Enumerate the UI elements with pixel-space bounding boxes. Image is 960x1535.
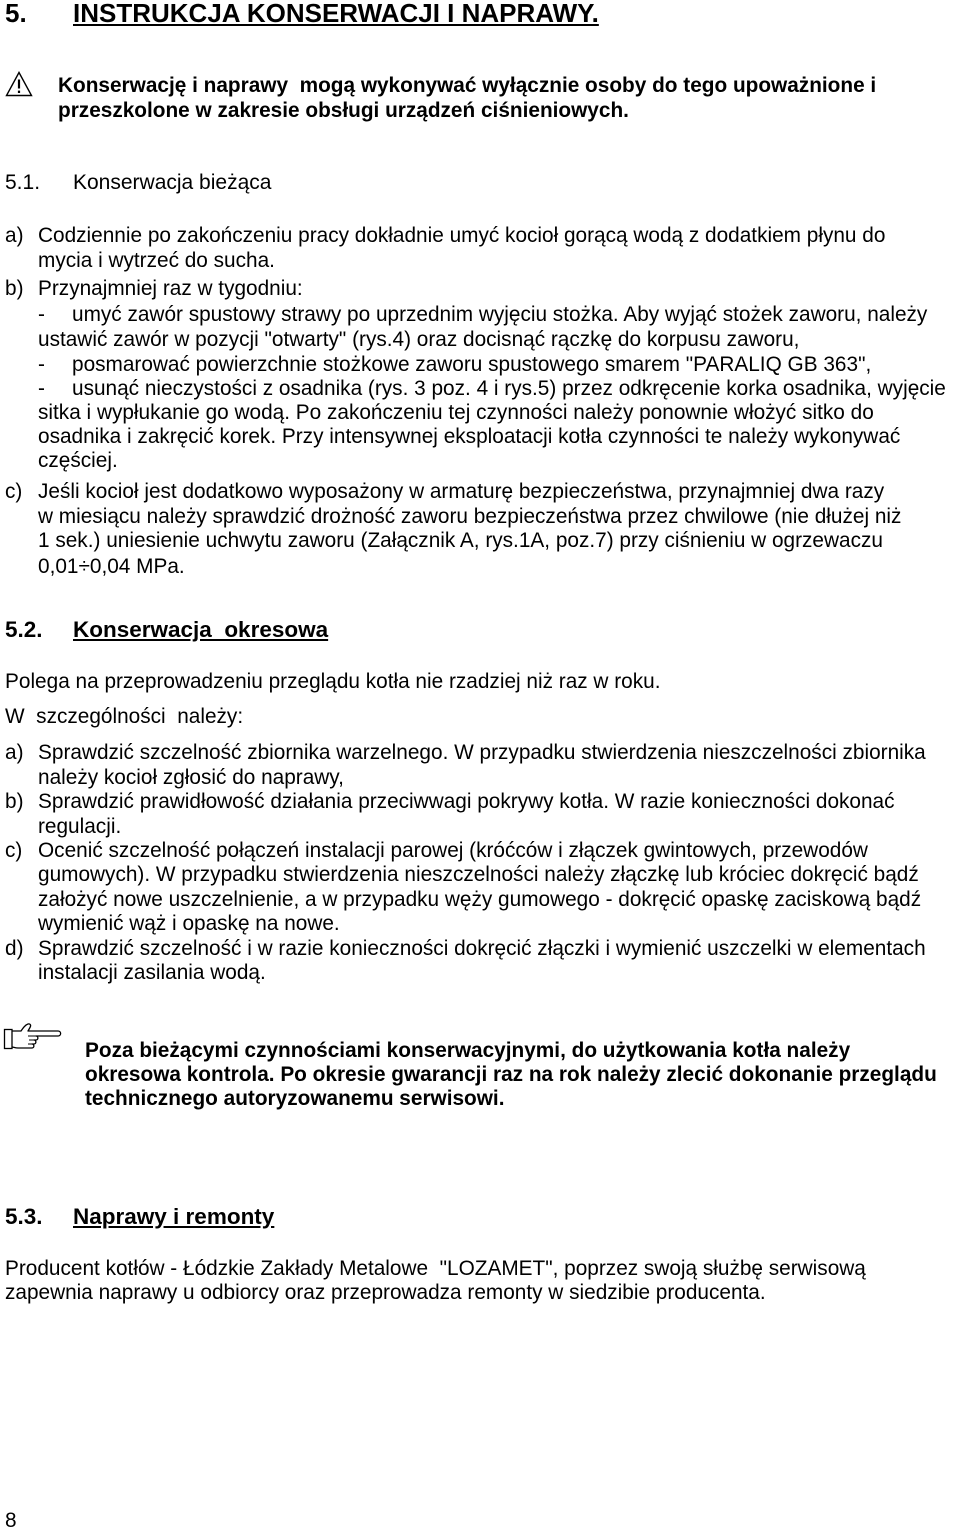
paragraph-text-line: zapewnia naprawy u odbiorcy oraz przeprowadza remonty w siedzibie producenta. <box>5 1281 766 1304</box>
list-marker: c) <box>5 839 23 862</box>
sublist-item-text-line: częściej. <box>38 449 118 472</box>
warning-text-line: Konserwację i naprawy mogą wykonywać wyłącznie osoby do tego upoważnione i <box>58 74 877 97</box>
list-item-text-line: mycia i wytrzeć do sucha. <box>38 249 275 272</box>
page-number: 8 <box>5 1509 17 1532</box>
list-marker: a) <box>5 741 24 764</box>
notice-text-line: Poza bieżącymi czynnościami konserwacyjnymi, do użytkowania kotła należy <box>85 1039 851 1062</box>
list-item-text-line: należy kocioł zgłosić do naprawy, <box>38 766 344 789</box>
notice-text-line: technicznego autoryzowanemu serwisowi. <box>85 1087 505 1110</box>
list-item-text-line: regulacji. <box>38 815 122 838</box>
sublist-dash-marker: - <box>38 303 45 326</box>
subsection-title: Konserwacja bieżąca <box>73 171 272 194</box>
paragraph-text: Polega na przeprowadzeniu przeglądu kotła nie rzadziej niż raz w roku. <box>5 670 661 693</box>
list-item-text-line: Sprawdzić szczelność zbiornika warzelnego. W przypadku stwierdzenia nieszczelności zbiornika <box>38 741 926 764</box>
subsection-title: Naprawy i remonty <box>73 1204 275 1229</box>
list-item-text-line: Sprawdzić prawidłowość działania przeciwwagi pokrywy kotła. W razie konieczności dokonać <box>38 790 895 813</box>
list-item-text-line: 1 sek.) uniesienie uchwytu zaworu (Załącznik A, rys.1A, poz.7) przy ciśnieniu w ogrzewaczu <box>38 529 883 552</box>
section-number: 5. <box>5 0 27 28</box>
subsection-title: Konserwacja okresowa <box>73 617 329 642</box>
list-item-text-line: wymienić wąż i opaskę na nowe. <box>38 912 340 935</box>
list-item-text-line: gumowych). W przypadku stwierdzenia nieszczelności należy złączkę lub króciec dokręcić bądź <box>38 863 919 886</box>
sublist-item-text-line: osadnika i zakręcić korek. Przy intensywnej eksploatacji kotła czynności te należy wykonywać <box>38 425 901 448</box>
warning-text-line: przeszkolone w zakresie obsługi urządzeń ciśnieniowych. <box>58 99 629 122</box>
subsection-number: 5.3. <box>5 1204 43 1229</box>
list-marker: c) <box>5 480 23 503</box>
list-marker: b) <box>5 277 24 300</box>
sublist-item-text-line: sitka i wypłukanie go wodą. Po zakończeniu tej czynności należy ponownie włożyć sitko do <box>38 401 874 424</box>
list-item-text-line: Sprawdzić szczelność i w razie konieczności dokręcić złączki i wymienić uszczelki w elementach <box>38 937 926 960</box>
list-item-text-line: Przynajmniej raz w tygodniu: <box>38 277 303 300</box>
sublist-item-text-line: usunąć nieczystości z osadnika (rys. 3 poz. 4 i rys.5) przez odkręcenie korka osadnika, wyjęcie <box>72 377 946 400</box>
sublist-item-text-line: posmarować powierzchnie stożkowe zaworu spustowego smarem "PARALIQ GB 363", <box>72 353 872 376</box>
sublist-dash-marker: - <box>38 377 45 400</box>
list-item-text-line: 0,01÷0,04 MPa. <box>38 555 185 578</box>
pointing-hand-icon <box>3 1020 63 1052</box>
list-item-text-line: w miesiącu należy sprawdzić drożność zaworu bezpieczeństwa przez chwilowe (nie dłużej niż <box>38 505 902 528</box>
section-title: INSTRUKCJA KONSERWACJI I NAPRAWY. <box>73 0 599 28</box>
notice-text-line: okresowa kontrola. Po okresie gwarancji raz na rok należy zlecić dokonanie przeglądu <box>85 1063 937 1086</box>
list-marker: d) <box>5 937 24 960</box>
sublist-dash-marker: - <box>38 353 45 376</box>
sublist-item-text-line: ustawić zawór w pozycji "otwarty" (rys.4) oraz docisnąć rączkę do korpusu zaworu, <box>38 328 800 351</box>
list-marker: a) <box>5 224 24 247</box>
warning-triangle-icon <box>5 71 33 97</box>
list-item-text-line: Codziennie po zakończeniu pracy dokładnie umyć kocioł gorącą wodą z dodatkiem płynu do <box>38 224 886 247</box>
paragraph-text: W szczególności należy: <box>5 705 244 728</box>
paragraph-text-line: Producent kotłów - Łódzkie Zakłady Metalowe "LOZAMET", poprzez swoją służbę serwisową <box>5 1257 866 1280</box>
list-item-text-line: Jeśli kocioł jest dodatkowo wyposażony w armaturę bezpieczeństwa, przynajmniej dwa razy <box>38 480 885 503</box>
list-marker: b) <box>5 790 24 813</box>
list-item-text-line: instalacji zasilania wodą. <box>38 961 266 984</box>
sublist-item-text-line: umyć zawór spustowy strawy po uprzednim wyjęciu stożka. Aby wyjąć stożek zaworu, należy <box>72 303 928 326</box>
list-item-text-line: założyć nowe uszczelnienie, a w przypadku węży gumowego - dokręcić opaskę zaciskową bądź <box>38 888 922 911</box>
subsection-number: 5.2. <box>5 617 43 642</box>
list-item-text-line: Ocenić szczelność połączeń instalacji parowej (króćców i złączek gwintowych, przewodów <box>38 839 868 862</box>
subsection-number: 5.1. <box>5 171 41 194</box>
